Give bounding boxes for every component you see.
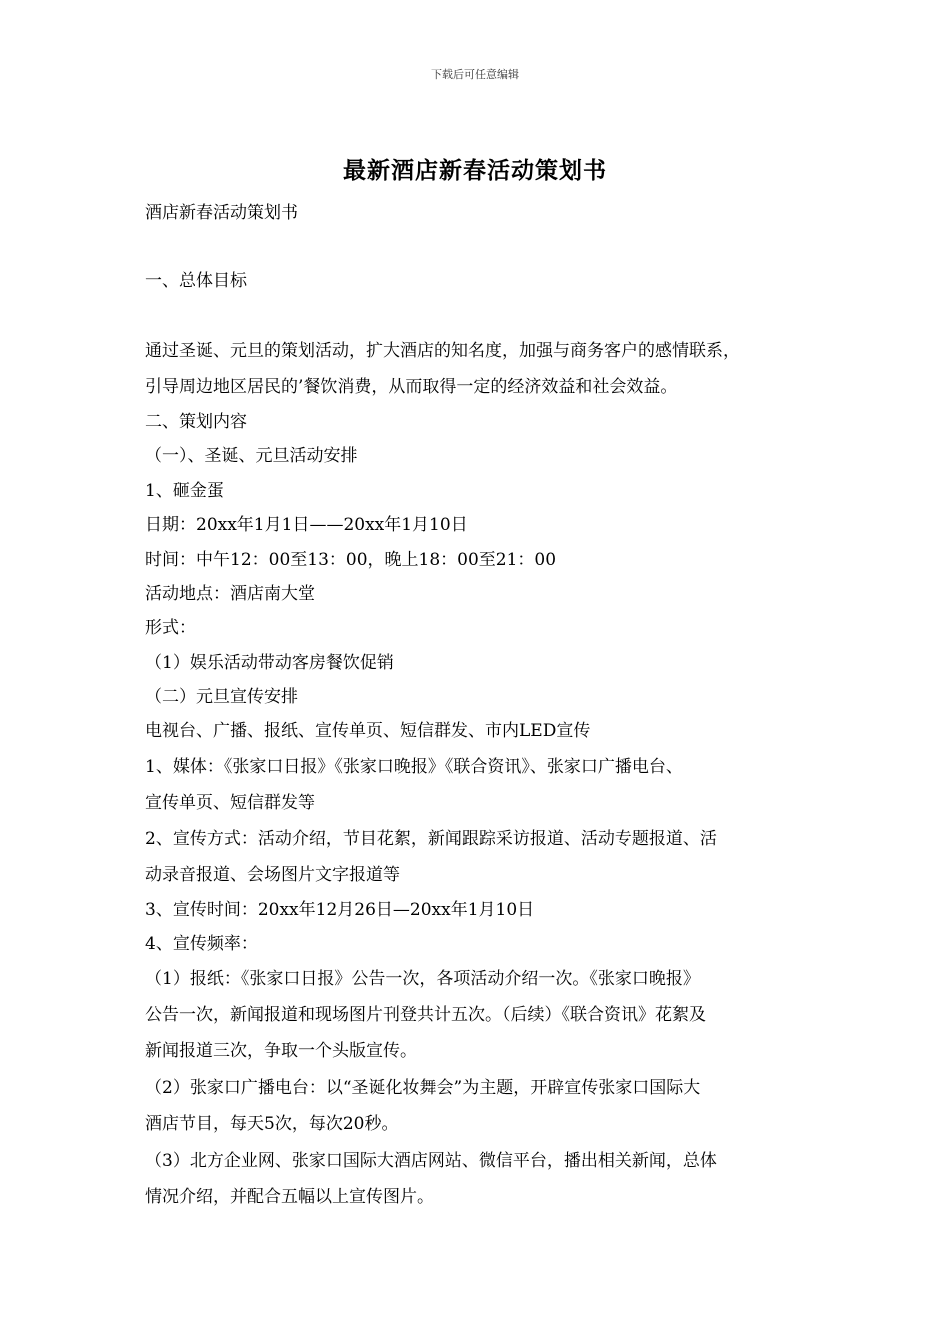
paragraph-line: 情况介绍，并配合五幅以上宣传图片。 [145, 1187, 434, 1207]
paragraph-line: 酒店节目，每天5次，每次20秒。 [145, 1114, 399, 1134]
paragraph-line: （2）张家口广播电台：以“圣诞化妆舞会”为主题，开辟宣传张家口国际大 [145, 1078, 701, 1098]
paragraph-line: 日期：20xx年1月1日——20xx年1月10日 [145, 515, 468, 535]
paragraph-line: 动录音报道、会场图片文字报道等 [145, 865, 400, 885]
paragraph-line: （1）报纸：《张家口日报》公告一次，各项活动介绍一次。《张家口晚报》 [145, 969, 700, 989]
document-title: 最新酒店新春活动策划书 [343, 157, 607, 184]
paragraph-line: 时间：中午12：00至13：00，晚上18：00至21：00 [145, 550, 557, 570]
paragraph-line: 1、媒体：《张家口日报》《张家口晚报》《联合资讯》、张家口广播电台、 [145, 757, 683, 777]
heading-line: 二、策划内容 [145, 412, 247, 432]
page-header: 下载后可任意编辑 [431, 68, 519, 81]
paragraph-line: 1、砸金蛋 [145, 481, 224, 501]
heading-line: 一、总体目标 [145, 271, 247, 291]
paragraph-line: 新闻报道三次，争取一个头版宣传。 [145, 1041, 417, 1061]
paragraph-line: 引导周边地区居民的’餐饮消费，从而取得一定的经济效益和社会效益。 [145, 377, 678, 397]
paragraph-line: 通过圣诞、元旦的策划活动，扩大酒店的知名度，加强与商务客户的感情联系， [145, 341, 740, 361]
paragraph-line: 公告一次，新闻报道和现场图片刊登共计五次。（后续）《联合资讯》花絮及 [145, 1005, 706, 1025]
subtitle-line: 酒店新春活动策划书 [145, 203, 298, 223]
paragraph-line: 形式： [145, 618, 196, 638]
paragraph-line: 2、宣传方式：活动介绍，节目花絮，新闻跟踪采访报道、活动专题报道、活 [145, 829, 717, 849]
paragraph-line: 3、宣传时间：20xx年12月26日—20xx年1月10日 [145, 900, 535, 920]
paragraph-line: （3）北方企业网、张家口国际大酒店网站、微信平台，播出相关新闻，总体 [145, 1151, 717, 1171]
paragraph-line: （1）娱乐活动带动客房餐饮促销 [145, 653, 394, 673]
paragraph-line: 4、宣传频率： [145, 934, 258, 954]
paragraph-line: 宣传单页、短信群发等 [145, 793, 315, 813]
paragraph-line: （二）元旦宣传安排 [145, 687, 298, 707]
paragraph-line: 电视台、广播、报纸、宣传单页、短信群发、市内LED宣传 [145, 721, 591, 741]
paragraph-line: 活动地点：酒店南大堂 [145, 584, 315, 604]
paragraph-line: （一）、圣诞、元旦活动安排 [145, 446, 358, 466]
